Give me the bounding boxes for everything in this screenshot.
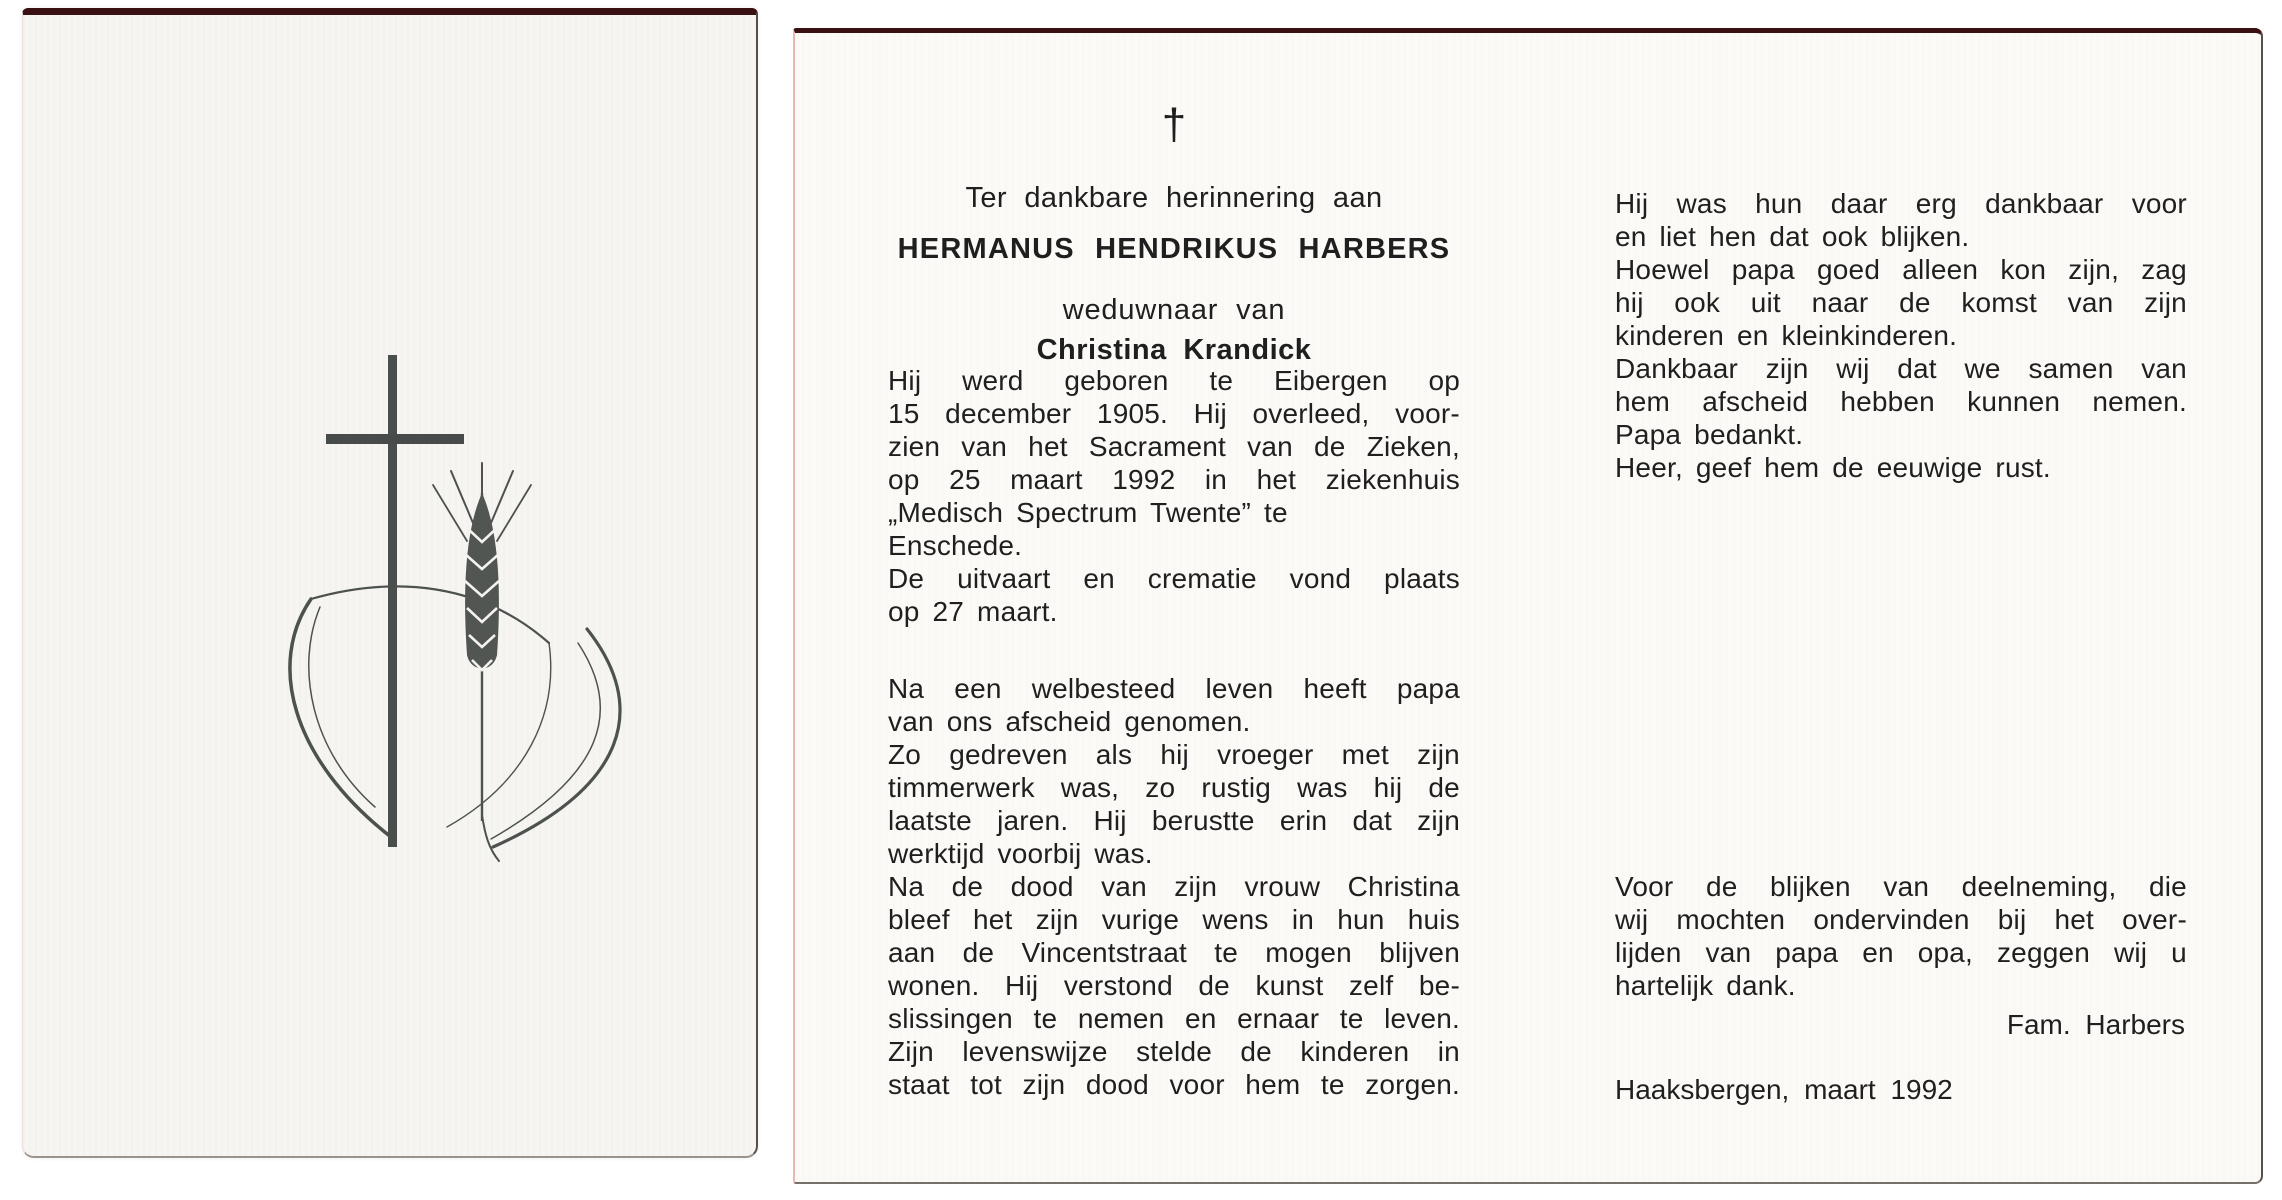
family-signature: Fam. Harbers [2006, 1009, 2185, 1040]
right-card-text-page [793, 28, 2263, 1184]
place-and-date: Haaksbergen, maart 1992 [1615, 1074, 1953, 1105]
wheat-leaves [290, 586, 620, 861]
text-line: Enschede. [888, 530, 1023, 561]
memorial-right-column [1615, 33, 2187, 1182]
text-line: aan de Vincentstraat te mogen blijven [888, 937, 1460, 968]
text-line: van ons afscheid genomen. [888, 706, 1251, 737]
text-line: zien van het Sacrament van de Zieken, [888, 431, 1460, 462]
life-story-paragraph [888, 672, 1460, 1101]
text-line: wij mochten ondervinden bij het over- [1615, 904, 2187, 935]
text-line: staat tot zijn dood voor hem te zorgen. [888, 1069, 1460, 1100]
text-line: hem afscheid hebben kunnen nemen. [1615, 386, 2187, 417]
text-line: Zo gedreven als hij vroeger met zijn [888, 739, 1460, 770]
text-line: hartelijk dank. [1615, 970, 1796, 1001]
text-line: 15 december 1905. Hij overleed, voor- [888, 398, 1460, 429]
text-line: Hij werd geboren te Eibergen op [888, 365, 1460, 396]
relation-line: weduwnaar van [1062, 294, 1286, 326]
text-line: Heer, geef hem de eeuwige rust. [1615, 452, 2051, 483]
text-line: Papa bedankt. [1615, 419, 1804, 450]
text-line: Hoewel papa goed alleen kon zijn, zag [1615, 254, 2187, 285]
text-line: en liet hen dat ook blijken. [1615, 221, 1970, 252]
text-line: Na de dood van zijn vrouw Christina [888, 871, 1460, 902]
text-line: wonen. Hij verstond de kunst zelf be- [888, 970, 1460, 1001]
spouse-name: Christina Krandick [1036, 334, 1312, 366]
gratitude-paragraph [1615, 187, 2187, 484]
text-line: Dankbaar zijn wij dat we samen van [1615, 353, 2187, 384]
text-line: bleef het zijn vurige wens in hun huis [888, 904, 1460, 935]
text-line: kinderen en kleinkinderen. [1615, 320, 1958, 351]
text-line: werktijd voorbij was. [888, 838, 1153, 869]
memorial-center-column [888, 33, 1460, 1182]
dagger-cross-symbol: † [1161, 100, 1187, 149]
birth-death-paragraph [888, 364, 1460, 628]
deceased-name: HERMANUS HENDRIKUS HARBERS [897, 233, 1451, 265]
left-card-cover [22, 8, 758, 1158]
text-line: Na een welbesteed leven heeft papa [888, 673, 1460, 704]
intro-line: Ter dankbare herinnering aan [965, 182, 1383, 214]
cross-and-wheat-illustration [23, 15, 759, 1158]
text-line: Voor de blijken van deelneming, die [1615, 871, 2187, 902]
text-line: lijden van papa en opa, zeggen wij u [1615, 937, 2187, 968]
text-line: Hij was hun daar erg dankbaar voor [1615, 188, 2187, 219]
text-line: De uitvaart en crematie vond plaats [888, 563, 1460, 594]
text-line: op 27 maart. [888, 596, 1058, 627]
text-line: slissingen te nemen en ernaar te leven. [888, 1003, 1460, 1034]
text-line: timmerwerk was, zo rustig was hij de [888, 772, 1460, 803]
text-line: Zijn levenswijze stelde de kinderen in [888, 1036, 1460, 1067]
cross-glyph [326, 355, 464, 847]
text-line: op 25 maart 1992 in het ziekenhuis [888, 464, 1460, 495]
condolence-thanks-paragraph [1615, 870, 2187, 1002]
text-line: „Medisch Spectrum Twente” te [888, 497, 1288, 528]
text-line: hij ook uit naar de komst van zijn [1615, 287, 2187, 318]
text-line: laatste jaren. Hij berustte erin dat zijn [888, 805, 1460, 836]
